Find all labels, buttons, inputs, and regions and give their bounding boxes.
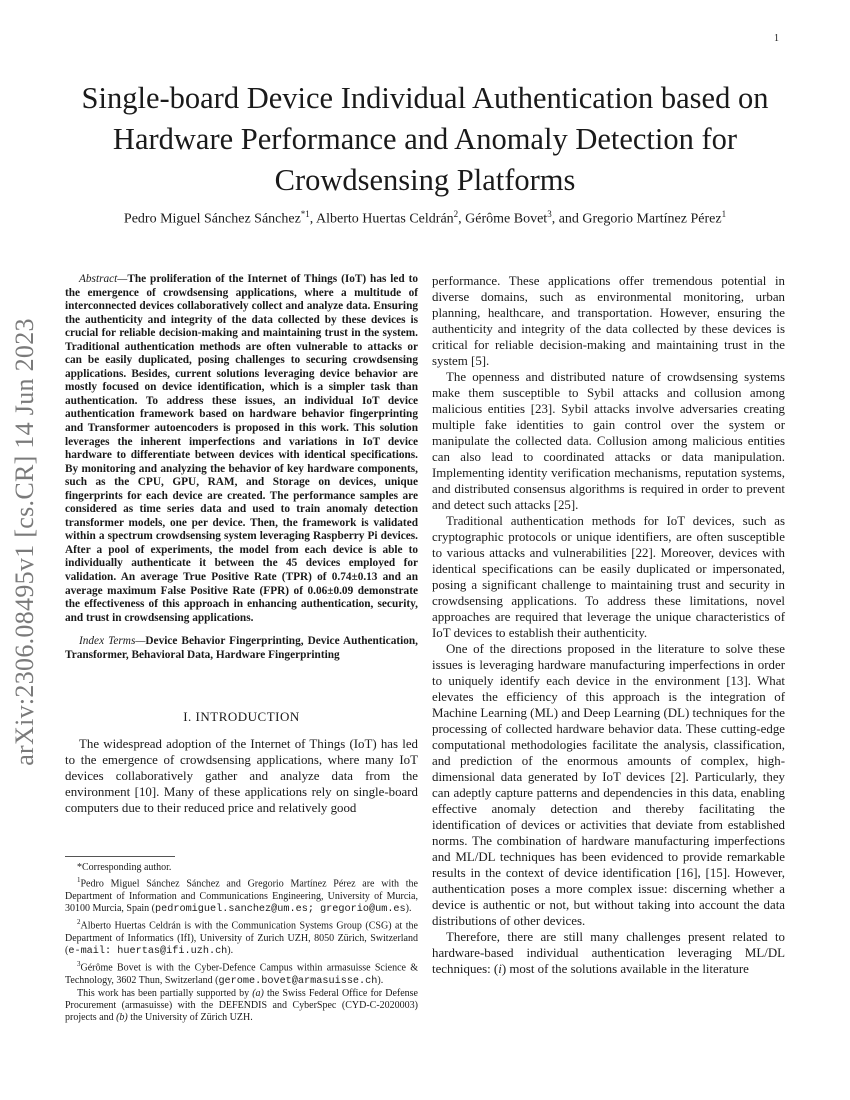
footnote-affiliation-1 [65,874,418,916]
left-column [65,273,418,816]
body-paragraph: performance. These applications offer tremendous potential in diverse domains, such as environmental monitoring, urban planning, healthcare, and transportation. However, ensuring the authenticity and integrity of the data collected by these devices is critical for reliable decision-making and maintaining trust in the system [5]. [432,274,785,368]
footnote-text: Pedro Miguel Sánchez Sánchez and Gregorio Martínez Pérez are with the Department of Information and Communications Engineering, University of Murcia, 30100 Murcia, Spain ( [65,878,418,914]
paragraph-text: Therefore, there are still many challenges present related to hardware-based individual authentication leveraging ML/DL techniques: ( [432,930,785,976]
footnote-text: the University of Zürich UZH. [127,1012,253,1024]
footnote-text: ). [377,974,384,986]
body-paragraph: The openness and distributed nature of crowdsensing systems make them susceptible to Sybil attacks and collusion among malicious entities [23]. Sybil attacks involve adversaries creating multiple fake identities to gain control over the system or manipulate the collected data. Collusion among malicious entities can also lead to coordinated attacks or data manipulation. Implementing identity verification mechanisms, reputation systems, and distributed consensus algorithms is required in order to prevent and detect such attacks [25]. [432,370,785,512]
footnote-affiliation-3 [65,958,418,988]
index-terms-label: Index Terms— [79,635,146,648]
footnote-list-mark: (b) [116,1012,128,1024]
body-paragraph: The widespread adoption of the Internet of Things (IoT) has led to the emergence of crowdsensing applications, where many IoT devices collaboratively gather and analyze data from the environment [10]. Many of these applications rely on single-board computers due to their reduced price and relatively good [65,737,418,816]
paper-title: Single-board Device Individual Authentication based on Hardware Performance and Anomaly Detection for Crowdsensing Platforms [81,81,769,197]
footnote-text: the Swiss Federal Office for Defense Procurement (armasuisse) with the DEFENDIS and CyberSpec (CYD-C-2020003) projects and [65,987,418,1024]
author-affiliation-mark: 2 [453,209,459,219]
right-column [432,273,785,977]
footnote-text: ). [227,944,234,956]
footnote-text: Gérôme Bovet is with the Cyber-Defence Campus within armasuisse Science & Technology, 3602 Thun, Switzerland ( [65,962,418,986]
page-number: 1 [774,33,779,44]
author-name: Alberto Huertas Celdrán [316,211,454,227]
footnote-mark: 1 [77,876,81,885]
footnote-corresponding: *Corresponding author. [77,862,172,873]
index-terms-text: Device Behavior Fingerprinting, Device Authentication, Transformer, Behavioral Data, Hardware Fingerprinting [65,635,419,661]
arxiv-stamp [5,307,45,777]
author-separator: , [458,211,466,227]
abstract [65,273,418,625]
author-affiliation-mark: 1 [721,209,727,219]
author-separator: , [309,211,317,227]
index-terms [65,635,418,662]
footnote-text: This work has been partially supported by [77,987,253,999]
author-affiliation-mark: 3 [547,209,552,219]
footnote-mark: 2 [77,918,81,927]
author-separator: , and [551,211,583,227]
author-name: Gérôme Bovet [465,211,548,227]
author-affiliation-mark: *1 [300,209,310,219]
section-heading: I. INTRODUCTION [183,709,300,725]
email-address: e-mail: huertas@ifi.uzh.ch [68,945,228,957]
body-paragraph [432,929,785,977]
body-paragraph: Traditional authentication methods for IoT devices, such as cryptographic protocols or unique identifiers, are often susceptible to various attacks and vulnerabilities [22]. Moreover, devices with identical specifications can be easily duplicated or impersonated, posing a significant challenge to maintaining trust and security in crowdsensing applications. To address these limitations, novel approaches are required that leverage the unique characteristics of IoT devices to establish their authenticity. [432,514,785,640]
arxiv-identifier: arXiv:2306.08495v1 [cs.CR] 14 Jun 2023 [10,318,40,766]
footnote-affiliation-2 [65,916,418,958]
email-address: gerome.bovet@armasuisse.ch [218,975,378,987]
author-name: Pedro Miguel Sánchez Sánchez [123,211,301,227]
footnote-text: ). [405,902,412,914]
footnote-list-mark: (a) [252,987,264,999]
author-list [40,209,810,228]
footnote-text: Alberto Huertas Celdrán is with the Communication Systems Group (CSG) at the Department of Informatics (IfI), University of Zurich UZH, 8050 Zürich, Switzerland ( [65,920,418,956]
footnote-funding [65,988,418,1025]
paragraph-text: ) most of the solutions available in the literature [501,962,749,976]
footnote-rule [65,856,175,857]
abstract-label: Abstract— [79,273,128,285]
abstract-text: The proliferation of the Internet of Things (IoT) has led to the emergence of crowdsensing applications, where a multitude of interconnected devices collaboratively collect and analyze data. Ensuring the authenticity and integrity of the data collected by these devices is crucial for reliable decision-making and maintaining trust in the system. Traditional authentication methods are often vulnerable to attacks or can be easily duplicated, posing challenges to securing crowdsensing applications. Besides, current solutions leveraging device behavior are mostly focused on device identification, which is a simpler task than authentication. To address these issues, an individual IoT device authentication framework based on hardware behavior fingerprinting and Transformer autoencoders is proposed in this work. This solution leverages the inherent imperfections and variations in IoT device hardware to differentiate between devices with identical specifications. By monitoring and analyzing the behavior of key hardware components, such as the CPU, GPU, RAM, and Storage on devices, unique fingerprints for each device are created. The performance samples are considered as time series data and used to train anomaly detection transformer models, one per device. Then, the framework is validated within a spectrum crowdsensing system leveraging Raspberry Pi devices. After a pool of experiments, the model from each device is able to individually authenticate it between the 45 devices employed for validation. An average True Positive Rate (TPR) of 0.74±0.13 and an average maximum False Positive Rate (FPR) of 0.06±0.09 demonstrate the effectiveness of this approach in enhancing authentication, security, and trust in crowdsensing applications. [65,273,418,624]
email-address: pedromiguel.sanchez@um.es; gregorio@um.es [155,903,406,915]
body-paragraph: One of the directions proposed in the literature to solve these issues is leveraging hardware manufacturing imperfections in order to uniquely identify each device in the environment [13]. What elevates the efficiency of this approach is the integration of Machine Learning (ML) and Deep Learning (DL) techniques for the processing of collected hardware behavior data. These cutting-edge computational methodologies facilitate the analysis, classification, and prediction of the enormous amounts of complex, high-dimensional data generated by IoT devices [2]. Particularly, they can adeptly capture patterns and dependencies in this data, enabling effective anomaly detection and thereby facilitating the identification of devices or activities that deviate from established norms. The combination of hardware manufacturing imperfections and ML/DL techniques has been evidenced to provide remarkable results in the context of device identification [16], [15]. However, authentication poses a more complex issue: discerning whether a device is authentic or not, but without taking into account the data distributions of other devices. [432,642,785,928]
list-mark: i [498,962,502,976]
author-name: Gregorio Martínez Pérez [582,211,722,227]
footnotes [65,862,418,1024]
footnote-mark: 3 [77,960,81,969]
